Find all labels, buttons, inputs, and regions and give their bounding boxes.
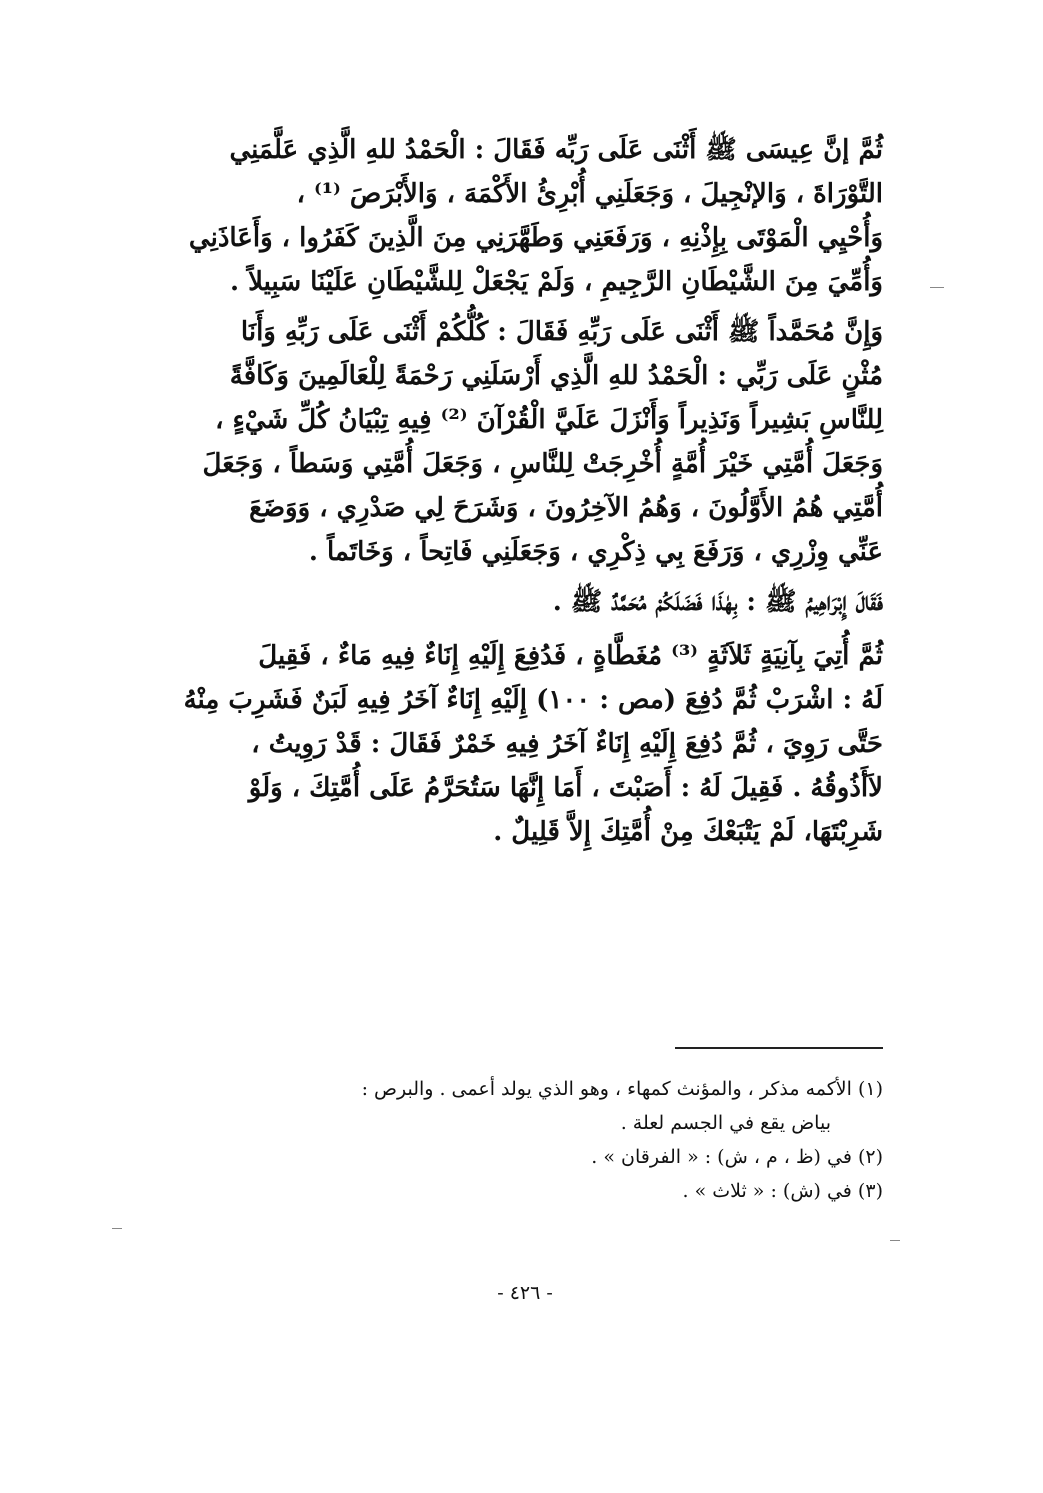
text-line-4: وَأُمِّيَ مِنَ الشَّيْطَانِ الرَّجِيمِ ، وَلَمْ يَجْعَلْ لِلشَّيْطَانِ عَلَيْنَا سَبِيلاً . — [230, 267, 883, 297]
scan-speck — [112, 1228, 122, 1229]
text-line-10: عَنِّي وِزْرِي ، وَرَفَعَ بِي ذِكْرِي ، وَجَعَلَنِي فَاتِحاً ، وَخَاتَماً . — [308, 537, 883, 567]
text-line-15: لاَأَذُوقُهُ . فَقِيلَ لَهُ : أَصَبْتَ ، أَمَا إِنَّهَا سَتُحَرَّمُ عَلَى أُمَّتِكَ ، وَلَوْ — [248, 773, 883, 803]
footnote-separator — [675, 1047, 883, 1049]
page-number: - ٤٢٦ - — [497, 1282, 553, 1304]
text-line-2: التَّوْرَاةَ ، وَالإنْجِيلَ ، وَجَعَلَنِي أُبْرِئُ الأَكْمَهَ ، وَالأَبْرَصَ ⁽¹⁾ ، — [296, 179, 883, 209]
text-line-7: لِلنَّاسِ بَشِيراً وَنَذِيراً وَأَنْزَلَ عَلَيَّ الْقُرْآنَ ⁽²⁾ فِيهِ تِبْيَانُ كُلِّ شَيْءٍ ، — [215, 405, 883, 435]
text-line-16: شَرِبْتَهَا، لَمْ يَتْبَعْكَ مِنْ أُمَّتِكَ إِلاَّ قَلِيلٌ . — [493, 817, 883, 847]
text-line-9: أُمَّتِي هُمُ الأَوَّلُونَ ، وَهُمُ الآخِرُونَ ، وَشَرَحَ لِي صَدْرِي ، وَوَضَعَ — [249, 493, 883, 523]
footnote-3: (٣) في (ش) : « ثلاث » . — [682, 1180, 883, 1202]
text-line-5: وَإِنَّ مُحَمَّداً ﷺ أَثْنَى عَلَى رَبِّهِ فَقَالَ : كُلُّكُمْ أَثْنَى عَلَى رَبِّهِ وَأَنَا — [240, 317, 883, 347]
text-line-11: فَقَالَ إِبْرَاهِيمُ ﷺ : بِهٰذَا فَضَلَكُمْ مُحَمَّدٌ ﷺ . — [552, 587, 883, 617]
text-line-13: لَهُ : اشْرَبْ ثُمَّ دُفِعَ (مص : ١٠٠) إِلَيْهِ إِنَاءٌ آخَرُ فِيهِ لَبَنٌ فَشَرِبَ مِنْهُ — [183, 685, 883, 715]
text-line-8: وَجَعَلَ أُمَّتِي خَيْرَ أُمَّةٍ أُخْرِجَتْ لِلنَّاسِ ، وَجَعَلَ أُمَّتِي وَسَطاً ، وَجَعَلَ — [202, 449, 883, 479]
scan-speck — [890, 1240, 900, 1241]
main-text — [168, 128, 883, 854]
footnotes — [180, 1072, 883, 1208]
text-line-6: مُثْنٍ عَلَى رَبِّي : الْحَمْدُ للهِ الَّذِي أَرْسَلَنِي رَحْمَةً لِلْعَالَمِينَ وَكَافَّةً — [229, 361, 883, 391]
text-line-14: حَتَّى رَوِيَ ، ثُمَّ دُفِعَ إِلَيْهِ إِنَاءٌ آخَرُ فِيهِ خَمْرٌ فَقَالَ : قَدْ رَوِيتُ ، — [251, 729, 883, 759]
text-line-3: وَأُحْيِي الْمَوْتَى بِإِذْنِهِ ، وَرَفَعَنِي وَطَهَّرَنِي مِنَ الَّذِينَ كَفَرُوا ، وَأَعَاذَنِي — [188, 223, 883, 253]
paragraph-gap — [168, 624, 883, 634]
text-line-12: ثُمَّ أُتِيَ بِآنِيَةٍ ثَلاَثَةٍ ⁽³⁾ مُغَطَّاةٍ ، فَدُفِعَ إِلَيْهِ إِنَاءٌ فِيهِ مَاءٌ ، فَقِيلَ — [258, 641, 883, 671]
scan-speck — [930, 287, 944, 288]
text-line-1: ثُمَّ إنَّ عِيسَى ﷺ أَثْنَى عَلَى رَبِّه فَقَالَ : الْحَمْدُ للهِ الَّذِي عَلَّمَنِي — [229, 135, 883, 165]
footnote-2: (٢) في (ظ ، م ، ش) : « الفرقان » . — [591, 1146, 883, 1168]
footnote-1-continued: بياض يقع في الجسم لعلة . — [620, 1112, 831, 1134]
footnote-1: (١) الأكمه مذكر ، والمؤنث كمهاء ، وهو الذي يولد أعمى . والبرص : — [361, 1078, 883, 1100]
